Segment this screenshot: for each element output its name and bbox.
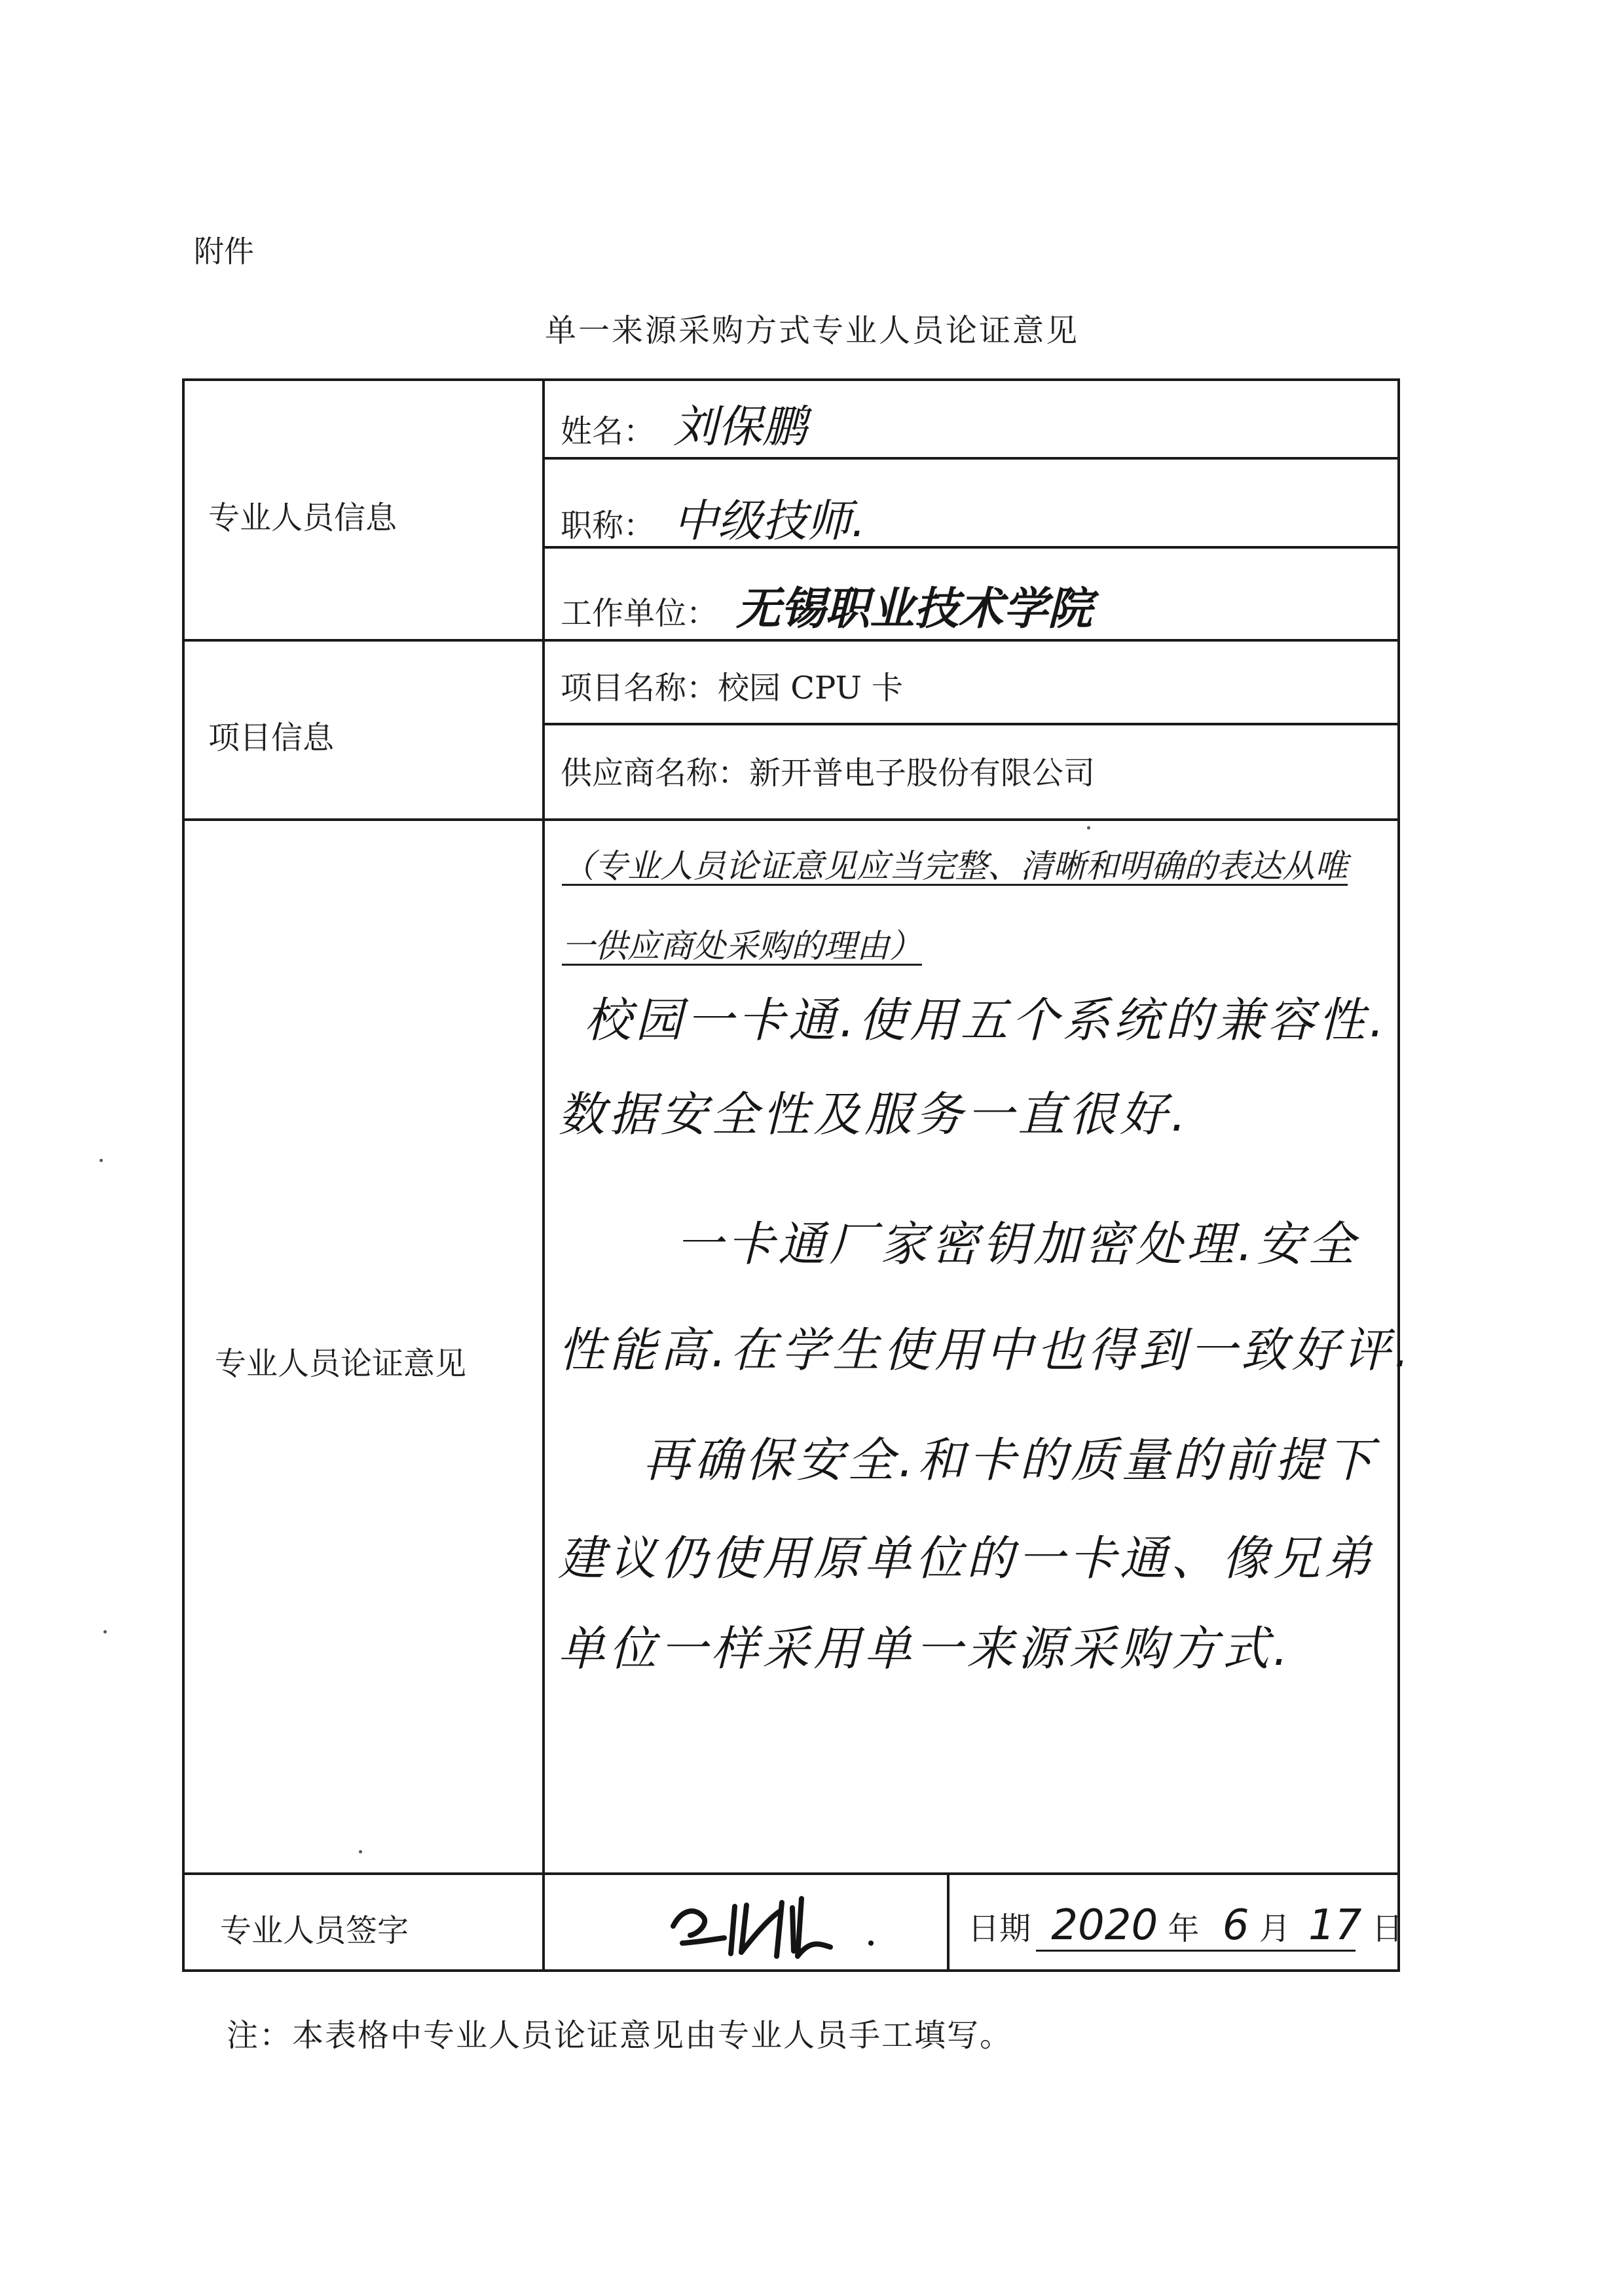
table-rule <box>182 639 1400 642</box>
employer-field <box>561 574 1092 637</box>
attachment-label: 附件 <box>194 234 254 269</box>
date-month-unit: 月 <box>1259 1910 1291 1947</box>
table-rule <box>182 1872 1400 1875</box>
section-label-opinion: 专业人员论证意见 <box>215 1345 467 1382</box>
table-rule <box>542 723 1400 725</box>
project-label: 项目名称： <box>561 670 718 706</box>
footnote: 注：本表格中专业人员论证意见由专业人员手工填写。 <box>227 2017 1013 2054</box>
handwritten-signature <box>563 1883 943 1961</box>
supplier-label: 供应商名称： <box>561 755 750 792</box>
table-rule <box>182 818 1400 821</box>
date-year: 2020 <box>1051 1901 1158 1950</box>
opinion-line: 一卡通厂家密钥加密处理.安全 <box>676 1216 1359 1271</box>
job-title-label: 职称： <box>561 507 655 544</box>
name-label: 姓名： <box>561 413 655 450</box>
date-underline <box>1036 1950 1356 1952</box>
employer-label: 工作单位： <box>561 595 718 632</box>
opinion-instruction <box>562 826 1367 986</box>
job-title-field <box>561 486 866 549</box>
scan-speck <box>100 1159 103 1162</box>
table-border-left <box>182 378 185 1972</box>
scan-speck <box>103 1630 107 1633</box>
name-value: 刘保鹏 <box>673 401 807 453</box>
opinion-line: 性能高.在学生使用中也得到一致好评. <box>558 1322 1413 1377</box>
document-title: 单一来源采购方式专业人员论证意见 <box>544 312 1079 349</box>
table-border-top <box>182 378 1400 381</box>
opinion-line: 再确保安全.和卡的质量的前提下 <box>643 1432 1377 1487</box>
table-column-divider <box>542 378 545 1972</box>
opinion-line: 单位一样采用单一来源采购方式. <box>558 1621 1292 1676</box>
section-label-personnel: 专业人员信息 <box>208 500 397 536</box>
table-date-divider <box>947 1872 950 1972</box>
opinion-line: 数据安全性及服务一直很好. <box>558 1087 1190 1142</box>
name-field <box>561 401 807 455</box>
opinion-line: 建议仍使用原单位的一卡通、像兄弟 <box>558 1531 1376 1586</box>
scan-speck <box>1087 826 1090 829</box>
date-field <box>968 1901 1403 1950</box>
date-day-unit: 日 <box>1371 1910 1403 1947</box>
date-year-unit: 年 <box>1168 1910 1200 1947</box>
date-month: 6 <box>1222 1901 1249 1950</box>
signature-scribble <box>563 1883 943 1961</box>
date-label: 日期 <box>968 1910 1031 1947</box>
date-day: 17 <box>1308 1901 1362 1950</box>
employer-value: 无锡职业技术学院 <box>736 583 1093 635</box>
section-label-signature: 专业人员签字 <box>220 1912 409 1949</box>
opinion-line: 校园一卡通.使用五个系统的兼容性. <box>584 993 1388 1048</box>
job-title-value: 中级技师. <box>673 496 866 547</box>
project-value: 校园 CPU 卡 <box>718 670 904 706</box>
supplier-field <box>561 748 1095 793</box>
table-border-bottom <box>182 1969 1400 1972</box>
table-rule <box>542 457 1400 460</box>
opinion-instruction-text: （专业人员论证意见应当完整、清晰和明确的表达从唯一供应商处采购的理由） <box>562 847 1348 965</box>
supplier-value: 新开普电子股份有限公司 <box>749 755 1096 792</box>
table-border-right <box>1397 378 1400 1972</box>
section-label-project: 项目信息 <box>208 720 335 756</box>
scan-speck <box>359 1850 362 1853</box>
project-field <box>561 663 903 708</box>
